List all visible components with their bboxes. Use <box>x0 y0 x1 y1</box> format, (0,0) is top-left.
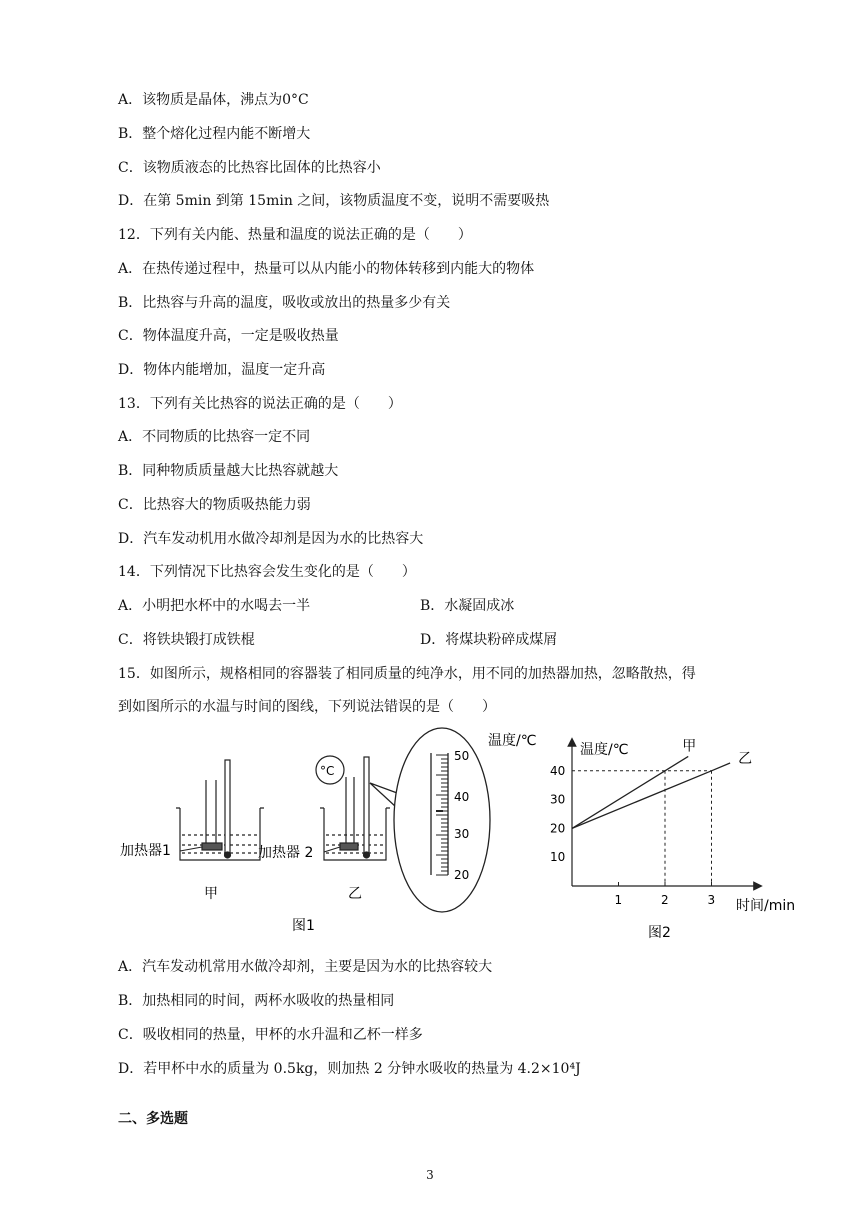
figure-2-caption: 图2 <box>648 925 671 941</box>
q12-option-a: A．在热传递过程中，热量可以从内能小的物体转移到内能大的物体 <box>118 261 535 277</box>
thermo-tick-20: 20 <box>454 868 470 882</box>
section-heading: 二、多选题 <box>118 1111 188 1127</box>
thermometer-zoom <box>370 728 490 912</box>
thermometer-title: 温度/℃ <box>488 733 537 749</box>
series-line-0 <box>572 756 688 828</box>
q14-option-c: C．将铁块锻打成铁棍 <box>118 632 255 648</box>
q11-option-a: A．该物质是晶体，沸点为0°C <box>118 92 309 108</box>
y-tick-label: 40 <box>550 763 566 778</box>
q12-option-c: C．物体温度升高，一定是吸收热量 <box>118 328 339 344</box>
q15-option-c: C．吸收相同的热量，甲杯的水升温和乙杯一样多 <box>118 1027 423 1043</box>
figure-1-caption: 图1 <box>292 918 315 934</box>
q11-option-d: D．在第 5min 到第 15min 之间，该物质温度不变，说明不需要吸热 <box>118 193 550 209</box>
q15-option-b: B．加热相同的时间，两杯水吸收的热量相同 <box>118 993 395 1009</box>
q13-option-a: A．不同物质的比热容一定不同 <box>118 429 311 445</box>
label-yi: 乙 <box>348 886 362 902</box>
q14-option-d: D．将煤块粉碎成煤屑 <box>420 632 558 648</box>
q14-option-a: A．小明把水杯中的水喝去一半 <box>118 598 311 614</box>
q15-stem-line2: 到如图所示的水温与时间的图线，下列说法错误的是（ ） <box>118 699 496 715</box>
thermo-tick-40: 40 <box>454 790 470 804</box>
y-tick-label: 10 <box>550 850 566 865</box>
q14-option-b: B．水凝固成冰 <box>420 598 515 614</box>
q11-option-c: C．该物质液态的比热容比固体的比热容小 <box>118 160 381 176</box>
thermo-tick-30: 30 <box>454 827 470 841</box>
q12-option-b: B．比热容与升高的温度，吸收或放出的热量多少有关 <box>118 295 451 311</box>
figure-2-chart <box>540 730 810 945</box>
heater2-label: 加热器 2 <box>258 845 314 861</box>
x-tick-label: 1 <box>614 893 623 907</box>
q15-option-a: A．汽车发动机常用水做冷却剂，主要是因为水的比热容较大 <box>118 959 493 975</box>
page-number: 3 <box>426 1168 434 1182</box>
x-tick-label: 2 <box>661 893 669 907</box>
y-axis-label: 温度/℃ <box>580 742 629 758</box>
thermo-tick-50: 50 <box>454 749 470 763</box>
q14-stem: 14．下列情况下比热容会发生变化的是（ ） <box>118 564 416 580</box>
series-line-1 <box>572 763 730 828</box>
q13-stem: 13．下列有关比热容的说法正确的是（ ） <box>118 396 402 412</box>
x-tick-label: 3 <box>707 893 716 907</box>
q12-stem: 12．下列有关内能、热量和温度的说法正确的是（ ） <box>118 227 472 243</box>
series-label-1: 乙 <box>738 751 753 768</box>
y-tick-label: 20 <box>550 821 566 836</box>
x-axis-label: 时间/min <box>736 898 796 914</box>
q11-option-b: B．整个熔化过程内能不断增大 <box>118 126 311 142</box>
q15-option-d: D．若甲杯中水的质量为 0.5kg，则加热 2 分钟水吸收的热量为 4.2×10⁴J <box>118 1061 581 1077</box>
q13-option-b: B．同种物质质量越大比热容就越大 <box>118 463 339 479</box>
q13-option-d: D．汽车发动机用水做冷却剂是因为水的比热容大 <box>118 531 424 547</box>
series-label-0: 甲 <box>682 738 697 755</box>
beaker-jia <box>176 760 264 860</box>
y-tick-label: 30 <box>550 792 566 807</box>
q15-stem-line1: 15．如图所示，规格相同的容器装了相同质量的纯净水，用不同的加热器加热，忽略散热，得 <box>118 666 696 682</box>
figure-1 <box>118 725 548 945</box>
heater1-label: 加热器1 <box>120 843 171 859</box>
q12-option-d: D．物体内能增加，温度一定升高 <box>118 362 326 378</box>
label-jia: 甲 <box>204 886 218 902</box>
celsius-badge: °C <box>320 764 335 778</box>
q13-option-c: C．比热容大的物质吸热能力弱 <box>118 497 311 513</box>
